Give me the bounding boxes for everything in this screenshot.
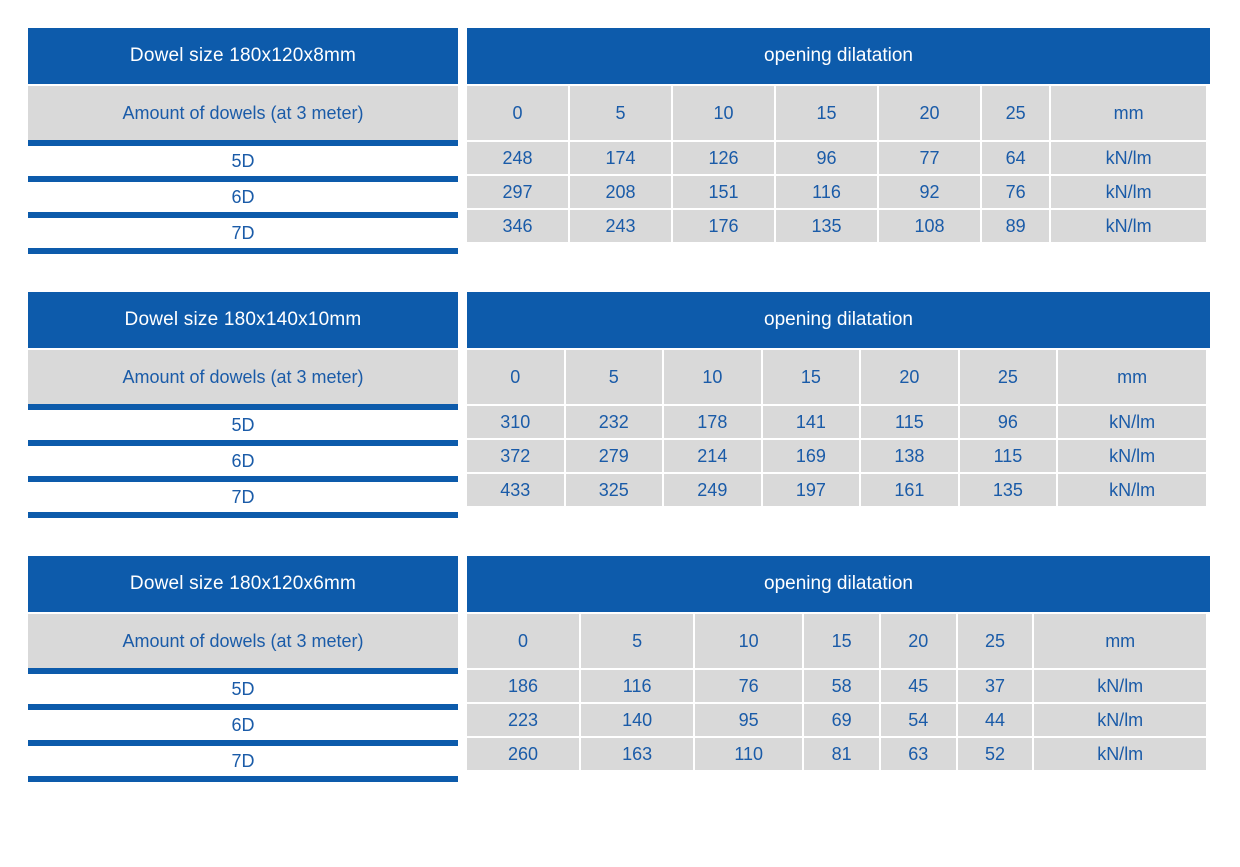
cell-value: 248 (467, 142, 568, 174)
table-left-panel (28, 292, 458, 518)
row-divider (28, 776, 458, 782)
cell-value: 178 (664, 406, 761, 438)
cell-value: 279 (566, 440, 663, 472)
column-header: 25 (982, 86, 1049, 140)
cell-value: 76 (695, 670, 802, 702)
cell-value: 197 (763, 474, 860, 506)
cell-value: 92 (879, 176, 980, 208)
table-row (467, 210, 1206, 242)
cell-value: 45 (881, 670, 956, 702)
row-unit: kN/lm (1051, 176, 1206, 208)
row-unit: kN/lm (1058, 406, 1206, 438)
table-row (467, 704, 1206, 736)
cell-value: 176 (673, 210, 774, 242)
dowel-table-block (28, 292, 1210, 518)
cell-value: 135 (960, 474, 1057, 506)
column-header: 10 (664, 350, 761, 404)
row-unit: kN/lm (1034, 670, 1206, 702)
column-header: 20 (879, 86, 980, 140)
dowel-count-label: 5D (28, 410, 458, 440)
cell-value: 151 (673, 176, 774, 208)
cell-value: 76 (982, 176, 1049, 208)
cell-value: 116 (581, 670, 693, 702)
row-divider (28, 512, 458, 518)
cell-value: 126 (673, 142, 774, 174)
dowel-table-block (28, 556, 1210, 782)
table-right-panel (467, 556, 1210, 772)
row-unit: kN/lm (1058, 440, 1206, 472)
table-right-panel (467, 28, 1210, 244)
dowel-count-label: 7D (28, 482, 458, 512)
opening-dilatation-title: opening dilatation (467, 556, 1210, 612)
row-unit: kN/lm (1051, 210, 1206, 242)
table-header-row (467, 86, 1206, 140)
table-row (467, 440, 1206, 472)
cell-value: 63 (881, 738, 956, 770)
cell-value: 89 (982, 210, 1049, 242)
opening-dilatation-title: opening dilatation (467, 292, 1210, 348)
dowel-size-title: Dowel size 180x120x8mm (28, 28, 458, 84)
column-header: 25 (960, 350, 1057, 404)
table-row (467, 474, 1206, 506)
cell-value: 108 (879, 210, 980, 242)
dowel-size-title: Dowel size 180x120x6mm (28, 556, 458, 612)
column-header: 20 (881, 614, 956, 668)
cell-value: 163 (581, 738, 693, 770)
cell-value: 140 (581, 704, 693, 736)
cell-value: 214 (664, 440, 761, 472)
cell-value: 69 (804, 704, 879, 736)
column-header: 5 (570, 86, 671, 140)
table-row (467, 176, 1206, 208)
cell-value: 249 (664, 474, 761, 506)
amount-of-dowels-label: Amount of dowels (at 3 meter) (28, 350, 458, 404)
column-header: 5 (566, 350, 663, 404)
cell-value: 64 (982, 142, 1049, 174)
cell-value: 243 (570, 210, 671, 242)
table-right-panel (467, 292, 1210, 508)
cell-value: 77 (879, 142, 980, 174)
dilatation-grid (465, 348, 1208, 508)
amount-of-dowels-label: Amount of dowels (at 3 meter) (28, 86, 458, 140)
cell-value: 310 (467, 406, 564, 438)
dilatation-grid (465, 84, 1208, 244)
dowel-count-label: 7D (28, 746, 458, 776)
cell-value: 325 (566, 474, 663, 506)
column-header: 5 (581, 614, 693, 668)
cell-value: 372 (467, 440, 564, 472)
dowel-count-rows (28, 140, 458, 254)
cell-value: 52 (958, 738, 1033, 770)
table-row (467, 670, 1206, 702)
cell-value: 174 (570, 142, 671, 174)
cell-value: 116 (776, 176, 877, 208)
row-unit: kN/lm (1051, 142, 1206, 174)
cell-value: 161 (861, 474, 958, 506)
cell-value: 138 (861, 440, 958, 472)
cell-value: 110 (695, 738, 802, 770)
cell-value: 169 (763, 440, 860, 472)
opening-dilatation-title: opening dilatation (467, 28, 1210, 84)
cell-value: 115 (861, 406, 958, 438)
cell-value: 346 (467, 210, 568, 242)
row-unit: kN/lm (1034, 704, 1206, 736)
cell-value: 223 (467, 704, 579, 736)
cell-value: 232 (566, 406, 663, 438)
table-row (467, 738, 1206, 770)
cell-value: 433 (467, 474, 564, 506)
cell-value: 95 (695, 704, 802, 736)
row-unit: kN/lm (1058, 474, 1206, 506)
table-left-panel (28, 556, 458, 782)
table-row (467, 142, 1206, 174)
dowel-count-rows (28, 668, 458, 782)
column-header: 15 (763, 350, 860, 404)
dilatation-grid (465, 612, 1208, 772)
unit-header: mm (1051, 86, 1206, 140)
dowel-count-label: 6D (28, 446, 458, 476)
table-row (467, 406, 1206, 438)
dowel-count-label: 6D (28, 182, 458, 212)
dowel-size-title: Dowel size 180x140x10mm (28, 292, 458, 348)
cell-value: 81 (804, 738, 879, 770)
dowel-table-block (28, 28, 1210, 254)
table-left-panel (28, 28, 458, 254)
amount-of-dowels-label: Amount of dowels (at 3 meter) (28, 614, 458, 668)
cell-value: 96 (960, 406, 1057, 438)
cell-value: 37 (958, 670, 1033, 702)
table-header-row (467, 350, 1206, 404)
column-header: 20 (861, 350, 958, 404)
cell-value: 115 (960, 440, 1057, 472)
cell-value: 297 (467, 176, 568, 208)
column-header: 0 (467, 614, 579, 668)
column-header: 0 (467, 86, 568, 140)
dowel-count-label: 6D (28, 710, 458, 740)
column-header: 15 (804, 614, 879, 668)
cell-value: 208 (570, 176, 671, 208)
cell-value: 260 (467, 738, 579, 770)
unit-header: mm (1034, 614, 1206, 668)
table-header-row (467, 614, 1206, 668)
dowel-count-label: 5D (28, 674, 458, 704)
column-header: 0 (467, 350, 564, 404)
cell-value: 96 (776, 142, 877, 174)
row-unit: kN/lm (1034, 738, 1206, 770)
row-divider (28, 248, 458, 254)
cell-value: 141 (763, 406, 860, 438)
dowel-count-label: 5D (28, 146, 458, 176)
dowel-count-rows (28, 404, 458, 518)
column-header: 15 (776, 86, 877, 140)
dowel-count-label: 7D (28, 218, 458, 248)
column-header: 25 (958, 614, 1033, 668)
column-header: 10 (695, 614, 802, 668)
cell-value: 135 (776, 210, 877, 242)
column-header: 10 (673, 86, 774, 140)
cell-value: 44 (958, 704, 1033, 736)
cell-value: 54 (881, 704, 956, 736)
cell-value: 186 (467, 670, 579, 702)
unit-header: mm (1058, 350, 1206, 404)
cell-value: 58 (804, 670, 879, 702)
